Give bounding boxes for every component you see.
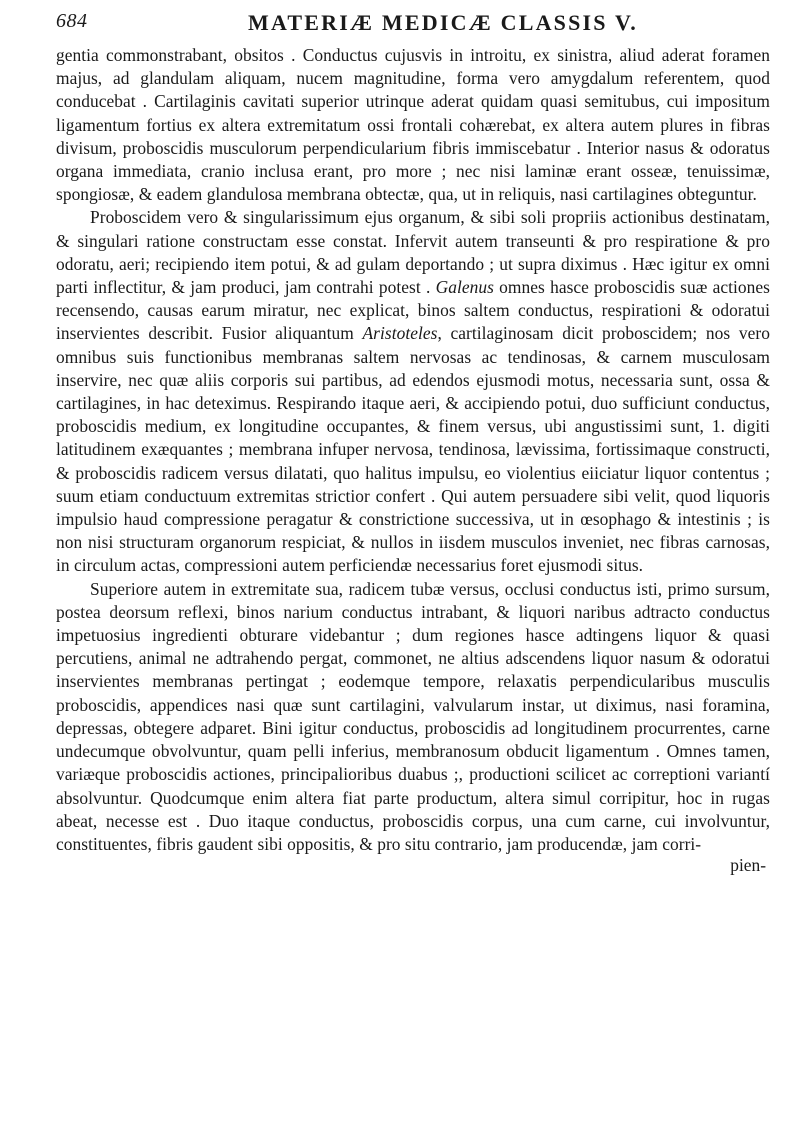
page-header <box>56 4 770 44</box>
paragraph-3 <box>56 578 770 856</box>
paragraph-text: omnes hasce proboscidis suæ actiones recensendo, causas earum miratur, nec explicat, binos saltem conductus, respirationi & odoratui inservientes describit. Fusior aliquantum <box>56 277 770 344</box>
paragraph-text: Superiore autem in extremitate sua, radicem tubæ versus, occlusi conductus isti, primo sursum, postea deorsum reflexi, binos narium conductus intrabant, & liquori naribus adtracto conductus impetuosius ingredienti obturare videbantur ; dum regiones hasce adtingens liquor & quasi percutiens, animal ne adtrahendo pergat, commonet, ne altius adscendens liquor nasum & odoratui inservientes membranas pertingat ; eodemque tempore, relaxatis perpendicularibus musculis proboscidis, appendices nasi quæ sunt cartilagini, valvularum instar, ut diximus, nasi foramina, depressas, obtegere adparet. Bini igitur conductus, proboscidis ad longitudinem procurrentes, carne undecumque obvolvuntur, quam pelli inferius, membranosum obducit ligamentum . Omnes tamen, variæque proboscidis actiones, principalioribus duabus ;, productioni scilicet ac correptioni variantí absolvuntur. Quodcumque enim altera fiat parte productum, altera simul corripitur, hoc in rugas abeat, necesse est . Duo itaque conductus, proboscidis corpus, una cum carne, cui involvuntur, constituentes, fibris gaudent sibi oppositis, & pro situ contrario, jam producendæ, jam corri- <box>56 578 770 854</box>
running-head: MATERIÆ MEDICÆ CLASSIS V. <box>248 10 638 35</box>
page-number: 684 <box>56 10 88 32</box>
body-text <box>56 44 770 856</box>
catchword: pien- <box>730 855 766 876</box>
paragraph-text: gentia commonstrabant, obsitos . Conductus cujusvis in introitu, ex sinistra, aliud aderat foramen majus, ad glandulam aliquam, nucem magnitudine, forma vero amygdalum referentem, quod conducebat . Cartilaginis cavitati superior utrinque aderat quidam quasi semitubus, cui impositum ligamentum fortius ex altera extremitatum ossi frontali cohærebat, ex altera autem plures in fibras divisum, proboscidis musculorum perpendicularium fibris immiscebatur . Interior nasus & odoratus organa immediata, cranio inclusa erant, pro more ; nec nisi laminæ erant osseæ, tenuissimæ, spongiosæ, & eadem glandulosa membrana obtectæ, qua, ut in reliquis, nasi cartilagines obteguntur. <box>56 45 770 205</box>
paragraph-text: , cartilaginosam dicit proboscidem; nos vero omnibus suis functionibus membranas saltem nervosas ac tendinosas, & carnem musculosam inservire, nec quæ aliis corporis sui partibus, ad edendos ejusmodi motus, necessaria sunt, ossa & cartilagines, in hac deteximus. Respirando itaque aeri, & accipiendo potui, duo sufficiunt conductus, proboscidis medium, ex longitudine occupantes, & finem versus, ubi angustissimi sunt, 1. digiti latitudinem exæquantes ; membrana infuper nervosa, tendinosa, lævissima, fortissimaque constructi, & proboscidis radicem versus dilatati, quo halitus impulsu, eo violentius eiiciatur liquor contentus ; suum etiam conductuum extremitas strictior confert . Qui autem persuadere sibi velit, quod liquoris impulsio haud compressione peragatur & constrictione successiva, ut in œsophago & intestinis ; is non nisi structuram organorum respiciat, & nullos in iisdem musculos inveniet, nec fibras carnosas, in circulum actas, compressioni autem perficiendæ necessarius foret ejusmodi situs. <box>56 323 770 576</box>
paragraph-2 <box>56 206 770 577</box>
author-name-galenus: Galenus <box>435 277 494 298</box>
paragraph-text: Proboscidem vero & singularissimum ejus organum, & sibi soli propriis actionibus destinatam, & singulari ratione constructam esse constat. Infervit autem transeunti & pro respiratione & pro odoratu, aeri; recipiendo item potui, & ad gulam deportando ; ut supra diximus . Hæc igitur ex omni parti inflectitur, & jam produci, jam contrahi potest . <box>56 207 770 298</box>
author-name-aristoteles: Aristoteles <box>362 323 438 344</box>
paragraph-1 <box>56 44 770 206</box>
